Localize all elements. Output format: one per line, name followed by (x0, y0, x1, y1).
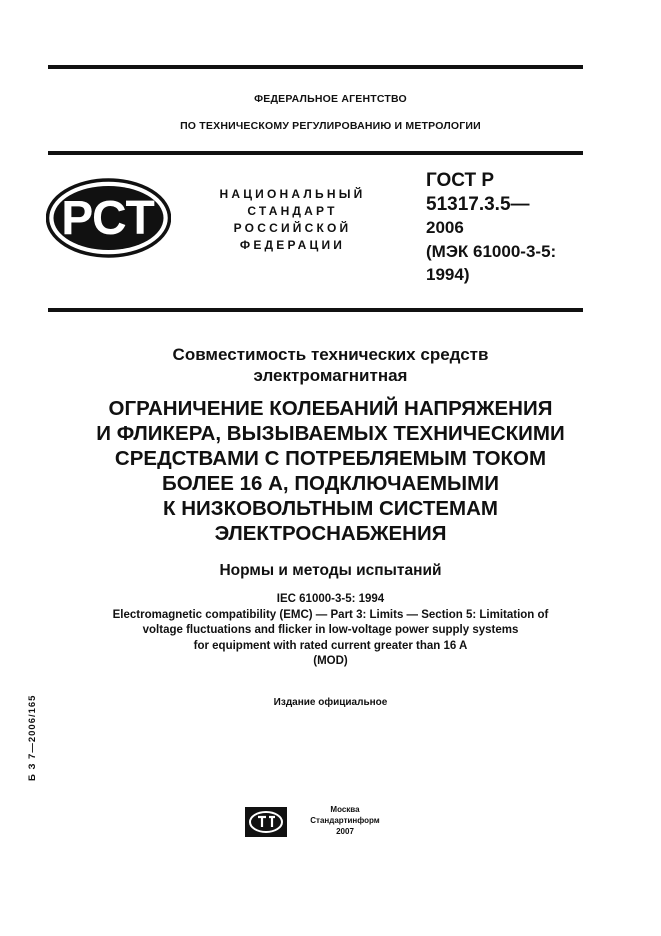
body-rule (48, 308, 583, 312)
intl-line-2: Electromagnetic compatibility (EMC) — Part 3: Limits — Section 5: Limitation of (112, 608, 549, 621)
edition-label: Издание официальное (273, 697, 388, 708)
designation-line-5: 1994) (426, 265, 470, 284)
main-title-line-4: БОЛЕЕ 16 А, ПОДКЛЮЧАЕМЫМИ (162, 472, 499, 495)
standard-type-line-2: СТАНДАРТ (247, 204, 338, 218)
intl-line-5: (MOD) (313, 655, 348, 668)
intl-line-4: for equipment with rated current greater than 16 A (193, 639, 468, 652)
main-title-line-3: СРЕДСТВАМИ С ПОТРЕБЛЯЕМЫМ ТОКОМ (114, 447, 547, 470)
standard-type-line-1: НАЦИОНАЛЬНЫЙ (219, 187, 366, 201)
publisher-city: Москва (330, 805, 360, 814)
designation-line-4: (МЭК 61000-3-5: (426, 241, 557, 261)
standard-type (200, 186, 385, 254)
international-reference (0, 592, 661, 670)
designation-line-1: ГОСТ Р (426, 170, 495, 191)
main-title-line-2: И ФЛИКЕРА, ВЫЗЫВАЕМЫХ ТЕХНИЧЕСКИМИ (96, 422, 565, 445)
rst-logo-text: РСТ (61, 192, 155, 245)
designation-line-2: 51317.3.5— (426, 193, 530, 215)
agency-line-2: ПО ТЕХНИЧЕСКОМУ РЕГУЛИРОВАНИЮ И МЕТРОЛОГИИ (180, 120, 481, 132)
publisher-block (300, 804, 390, 837)
intl-line-3: voltage fluctuations and flicker in low-voltage power supply systems (142, 624, 519, 637)
main-title-line-6: ЭЛЕКТРОСНАБЖЕНИЯ (214, 522, 447, 545)
title-line-2: электромагнитная (253, 366, 408, 385)
title-line-1: Совместимость технических средств (172, 345, 489, 364)
header-rule (48, 151, 583, 155)
publisher-name: Стандартинформ (310, 816, 380, 825)
standard-type-line-3: РОССИЙСКОЙ (233, 221, 352, 235)
publisher-year: 2007 (336, 827, 354, 836)
side-code: Б З 7—2006/165 (27, 694, 38, 781)
agency-line-1: ФЕДЕРАЛЬНОЕ АГЕНТСТВО (254, 93, 407, 105)
standartinform-logo-icon (245, 807, 287, 842)
main-title-line-1: ОГРАНИЧЕНИЕ КОЛЕБАНИЙ НАПРЯЖЕНИЯ (108, 397, 553, 420)
top-rule (48, 65, 583, 69)
standard-designation (426, 169, 586, 287)
rst-logo-icon (46, 178, 171, 263)
standard-type-line-4: ФЕДЕРАЦИИ (239, 238, 346, 252)
main-title-line-5: К НИЗКОВОЛЬТНЫМ СИСТЕМАМ (163, 497, 498, 520)
designation-line-3: 2006 (426, 218, 464, 237)
subtitle: Нормы и методы испытаний (219, 562, 442, 579)
intl-line-1: IEC 61000-3-5: 1994 (276, 593, 385, 605)
